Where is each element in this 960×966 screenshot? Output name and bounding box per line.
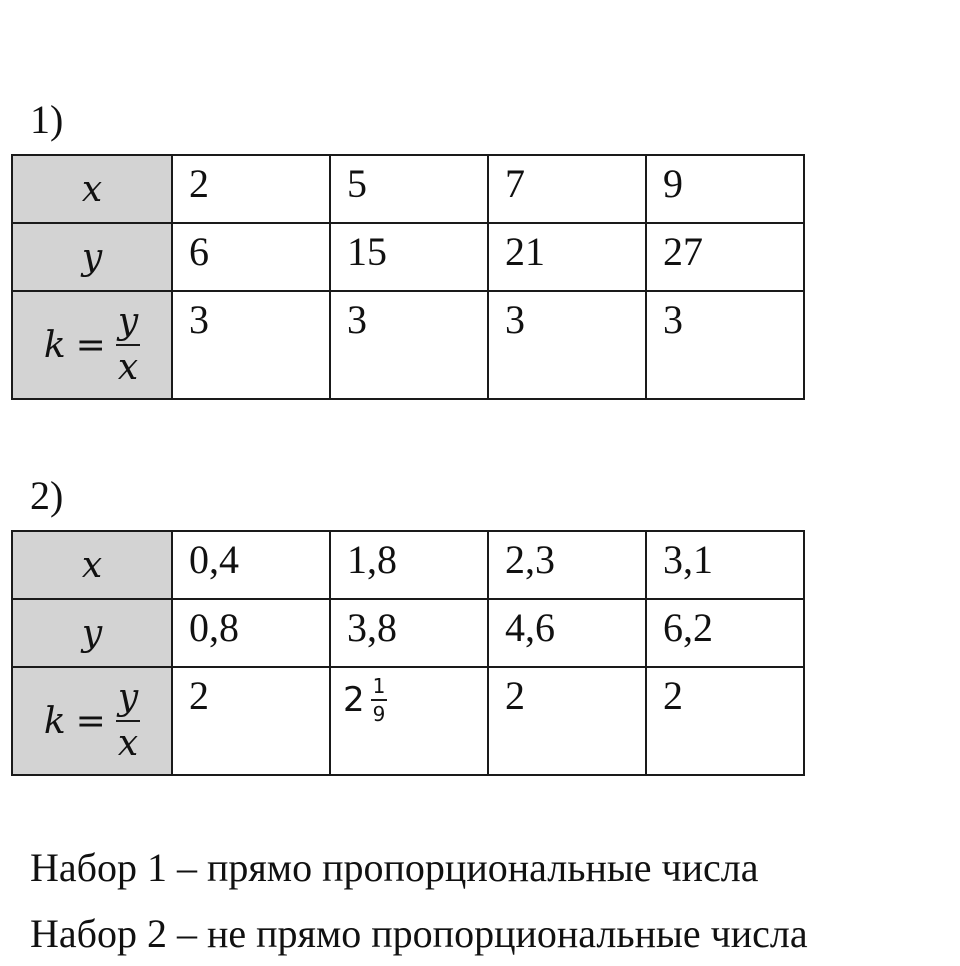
x-header: x — [12, 155, 172, 223]
y-value: 0,8 — [172, 599, 330, 667]
k-formula: k = $\frac{y}{x}$ — [43, 301, 139, 388]
k-formula: k = $\frac{y}{x}$ — [43, 677, 139, 764]
table-row — [12, 599, 804, 667]
conclusion-set2: Набор 2 – не прямо пропорциональные числа — [30, 911, 808, 956]
y-value: 15 — [330, 223, 488, 291]
y-header: y — [12, 599, 172, 667]
x-value: 7 — [488, 155, 646, 223]
k-value: 3 — [488, 291, 646, 399]
fraction: $\frac{y}{x}$ — [117, 301, 139, 388]
fraction: $\frac{y}{x}$ — [117, 677, 139, 764]
conclusion-set1: Набор 1 – прямо пропорциональные числа — [30, 845, 759, 890]
set2-table — [11, 530, 805, 776]
y-value: 6,2 — [646, 599, 804, 667]
set1-table — [11, 154, 805, 400]
k-value: 3 — [646, 291, 804, 399]
y-value: 6 — [172, 223, 330, 291]
mixed-number: 2 $\frac{1}{9}$ — [343, 674, 386, 726]
y-value: 3,8 — [330, 599, 488, 667]
table-row — [12, 155, 804, 223]
k-value: 3 — [330, 291, 488, 399]
k-value: 2 — [172, 667, 330, 775]
x-value: 3,1 — [646, 531, 804, 599]
k-value-mixed — [330, 667, 488, 775]
set1-label: 1) — [30, 97, 64, 142]
table-row — [12, 531, 804, 599]
k-header — [12, 291, 172, 399]
table-row — [12, 223, 804, 291]
x-value: 9 — [646, 155, 804, 223]
table-row — [12, 291, 804, 399]
fraction: $\frac{1}{9}$ — [372, 674, 386, 726]
x-value: 5 — [330, 155, 488, 223]
y-value: 4,6 — [488, 599, 646, 667]
set2-label: 2) — [30, 473, 64, 518]
x-value: 1,8 — [330, 531, 488, 599]
x-value: 2,3 — [488, 531, 646, 599]
table-row — [12, 667, 804, 775]
y-value: 21 — [488, 223, 646, 291]
y-header: y — [12, 223, 172, 291]
k-value: 2 — [646, 667, 804, 775]
x-value: 0,4 — [172, 531, 330, 599]
x-header: x — [12, 531, 172, 599]
k-value: 3 — [172, 291, 330, 399]
k-header — [12, 667, 172, 775]
y-value: 27 — [646, 223, 804, 291]
k-value: 2 — [488, 667, 646, 775]
x-value: 2 — [172, 155, 330, 223]
